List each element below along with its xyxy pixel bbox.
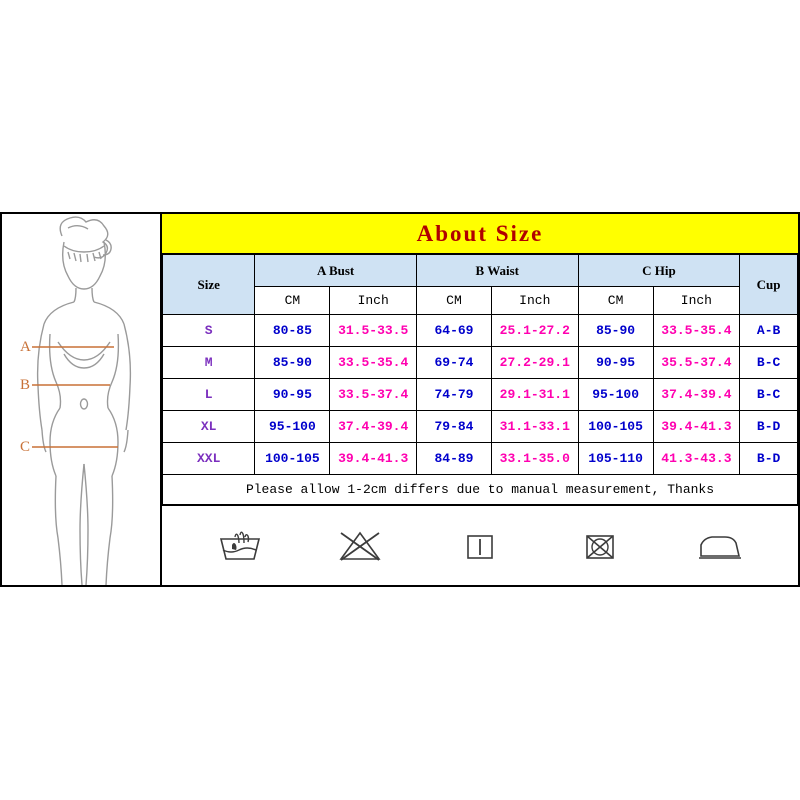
table-row <box>163 379 798 411</box>
size-chart <box>0 212 800 587</box>
cell-hip-cm: 90-95 <box>578 347 653 379</box>
cell-hip-cm: 100-105 <box>578 411 653 443</box>
cell-bust-inch: 31.5-33.5 <box>330 315 417 347</box>
subheader-waist-inch: Inch <box>492 287 579 315</box>
do-not-bleach-icon <box>334 526 386 566</box>
cell-waist-inch: 29.1-31.1 <box>492 379 579 411</box>
table-row <box>163 347 798 379</box>
subheader-bust-cm: CM <box>255 287 330 315</box>
cell-bust-cm: 85-90 <box>255 347 330 379</box>
cell-cup: B-C <box>740 347 798 379</box>
cell-size: M <box>163 347 255 379</box>
drip-dry-icon <box>454 526 506 566</box>
figure-label-c: C <box>20 439 31 455</box>
cell-hip-inch: 33.5-35.4 <box>653 315 740 347</box>
measurement-note-row <box>163 475 798 505</box>
cell-waist-cm: 84-89 <box>416 443 491 475</box>
cell-cup: B-D <box>740 443 798 475</box>
size-table <box>162 254 798 505</box>
table-group-header-row <box>163 255 798 287</box>
subheader-waist-cm: CM <box>416 287 491 315</box>
cell-bust-inch: 33.5-35.4 <box>330 347 417 379</box>
figure-label-b: B <box>20 377 31 393</box>
iron-low-icon <box>694 526 746 566</box>
cell-bust-inch: 39.4-41.3 <box>330 443 417 475</box>
cell-waist-inch: 31.1-33.1 <box>492 411 579 443</box>
cell-size: S <box>163 315 255 347</box>
cell-waist-cm: 79-84 <box>416 411 491 443</box>
cell-hip-cm: 105-110 <box>578 443 653 475</box>
header-bust: A Bust <box>255 255 417 287</box>
size-table-panel <box>162 214 798 585</box>
chart-title-bar <box>162 214 798 254</box>
table-row <box>163 443 798 475</box>
cell-hip-inch: 35.5-37.4 <box>653 347 740 379</box>
subheader-hip-cm: CM <box>578 287 653 315</box>
cell-size: XXL <box>163 443 255 475</box>
cell-waist-inch: 25.1-27.2 <box>492 315 579 347</box>
table-row <box>163 411 798 443</box>
cell-waist-cm: 74-79 <box>416 379 491 411</box>
measurement-note: Please allow 1-2cm differs due to manual measurement, Thanks <box>163 475 798 505</box>
cell-bust-cm: 90-95 <box>255 379 330 411</box>
header-size: Size <box>163 255 255 315</box>
header-waist: B Waist <box>416 255 578 287</box>
header-hip: C Hip <box>578 255 740 287</box>
cell-size: XL <box>163 411 255 443</box>
cell-bust-inch: 37.4-39.4 <box>330 411 417 443</box>
cell-waist-inch: 27.2-29.1 <box>492 347 579 379</box>
cell-cup: A-B <box>740 315 798 347</box>
cell-bust-inch: 33.5-37.4 <box>330 379 417 411</box>
body-figure-panel <box>2 214 162 585</box>
cell-hip-inch: 39.4-41.3 <box>653 411 740 443</box>
figure-label-a: A <box>20 339 31 355</box>
female-body-figure-icon <box>2 214 162 585</box>
subheader-bust-inch: Inch <box>330 287 417 315</box>
cell-waist-cm: 69-74 <box>416 347 491 379</box>
hand-wash-icon <box>214 526 266 566</box>
subheader-hip-inch: Inch <box>653 287 740 315</box>
cell-size: L <box>163 379 255 411</box>
care-symbols-row <box>162 505 798 585</box>
cell-hip-cm: 85-90 <box>578 315 653 347</box>
cell-hip-inch: 37.4-39.4 <box>653 379 740 411</box>
cell-bust-cm: 80-85 <box>255 315 330 347</box>
cell-bust-cm: 100-105 <box>255 443 330 475</box>
cell-hip-inch: 41.3-43.3 <box>653 443 740 475</box>
cell-cup: B-D <box>740 411 798 443</box>
cell-cup: B-C <box>740 379 798 411</box>
cell-waist-inch: 33.1-35.0 <box>492 443 579 475</box>
table-row <box>163 315 798 347</box>
cell-waist-cm: 64-69 <box>416 315 491 347</box>
chart-title: About Size <box>416 220 544 246</box>
header-cup: Cup <box>740 255 798 315</box>
cell-hip-cm: 95-100 <box>578 379 653 411</box>
cell-bust-cm: 95-100 <box>255 411 330 443</box>
do-not-tumble-dry-icon <box>574 526 626 566</box>
table-sub-header-row <box>163 287 798 315</box>
